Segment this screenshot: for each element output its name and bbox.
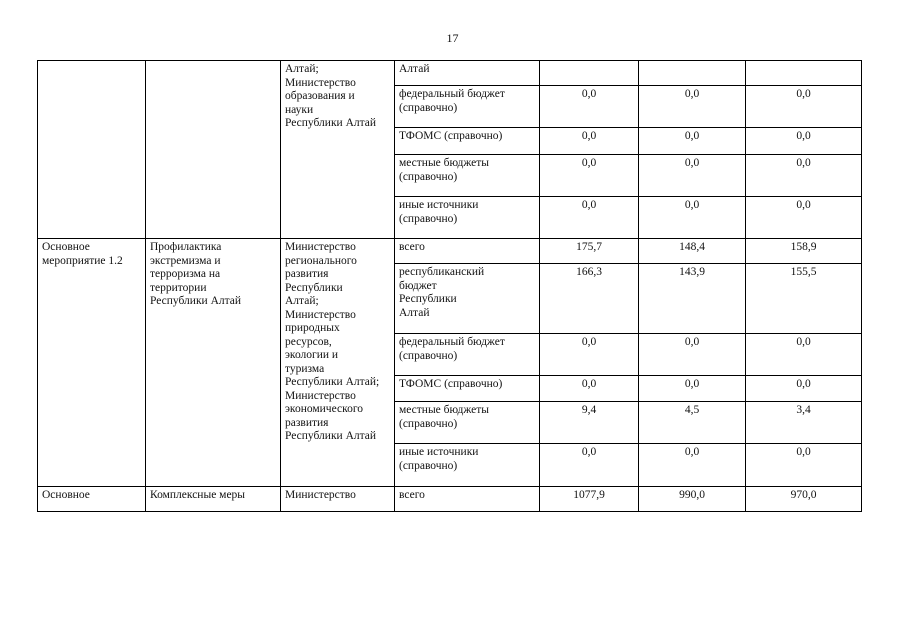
activity-name-cell: Профилактика экстремизма и терроризма на территории Республики Алтай [146, 239, 281, 487]
value-year-3: 0,0 [746, 334, 862, 376]
value-year-1: 1077,9 [540, 487, 639, 512]
funding-source-cell: федеральный бюджет (справочно) [395, 86, 540, 128]
value-year-3 [746, 61, 862, 86]
funding-source-cell: ТФОМС (справочно) [395, 128, 540, 155]
value-year-3: 0,0 [746, 197, 862, 239]
executor-cell: Министерство [281, 487, 395, 512]
value-year-2: 0,0 [639, 376, 746, 402]
table-row [38, 239, 862, 264]
executor-cell: Министерство регионального развития Республики Алтай; Министерство природных ресурсов, экологии и туризма Республики Алтай; Министерство экономического развития Республики Алтай [281, 239, 395, 487]
value-year-2: 148,4 [639, 239, 746, 264]
value-year-2: 0,0 [639, 86, 746, 128]
page-number: 17 [446, 31, 459, 45]
value-year-3: 970,0 [746, 487, 862, 512]
value-year-2: 4,5 [639, 402, 746, 444]
funding-source-cell: всего [395, 487, 540, 512]
value-year-1: 175,7 [540, 239, 639, 264]
funding-source-cell: иные источники (справочно) [395, 444, 540, 487]
value-year-2: 0,0 [639, 444, 746, 487]
funding-source-cell: федеральный бюджет (справочно) [395, 334, 540, 376]
funding-source-cell: республиканский бюджет Республики Алтай [395, 264, 540, 334]
table-row [38, 61, 862, 86]
value-year-1: 0,0 [540, 334, 639, 376]
value-year-3: 0,0 [746, 444, 862, 487]
value-year-2 [639, 61, 746, 86]
value-year-3: 0,0 [746, 86, 862, 128]
value-year-1: 0,0 [540, 86, 639, 128]
value-year-2: 0,0 [639, 155, 746, 197]
activity-name-cell: Комплексные меры [146, 487, 281, 512]
value-year-1 [540, 61, 639, 86]
funding-source-cell: всего [395, 239, 540, 264]
value-year-1: 0,0 [540, 376, 639, 402]
event-cell [38, 61, 146, 239]
value-year-3: 0,0 [746, 155, 862, 197]
value-year-1: 0,0 [540, 197, 639, 239]
table-row [38, 487, 862, 512]
activity-name-cell [146, 61, 281, 239]
value-year-1: 0,0 [540, 155, 639, 197]
value-year-3: 158,9 [746, 239, 862, 264]
funding-source-cell: местные бюджеты (справочно) [395, 402, 540, 444]
value-year-2: 990,0 [639, 487, 746, 512]
executor-cell: Алтай; Министерство образования и науки Республики Алтай [281, 61, 395, 239]
value-year-1: 0,0 [540, 128, 639, 155]
value-year-1: 9,4 [540, 402, 639, 444]
funding-source-cell: Алтай [395, 61, 540, 86]
value-year-1: 166,3 [540, 264, 639, 334]
event-cell: Основное [38, 487, 146, 512]
funding-source-cell: местные бюджеты (справочно) [395, 155, 540, 197]
event-cell: Основное мероприятие 1.2 [38, 239, 146, 487]
value-year-3: 155,5 [746, 264, 862, 334]
value-year-2: 0,0 [639, 128, 746, 155]
value-year-3: 0,0 [746, 128, 862, 155]
value-year-2: 0,0 [639, 334, 746, 376]
funding-source-cell: иные источники (справочно) [395, 197, 540, 239]
value-year-3: 0,0 [746, 376, 862, 402]
value-year-3: 3,4 [746, 402, 862, 444]
funding-source-cell: ТФОМС (справочно) [395, 376, 540, 402]
value-year-1: 0,0 [540, 444, 639, 487]
budget-table [37, 60, 862, 512]
value-year-2: 0,0 [639, 197, 746, 239]
value-year-2: 143,9 [639, 264, 746, 334]
